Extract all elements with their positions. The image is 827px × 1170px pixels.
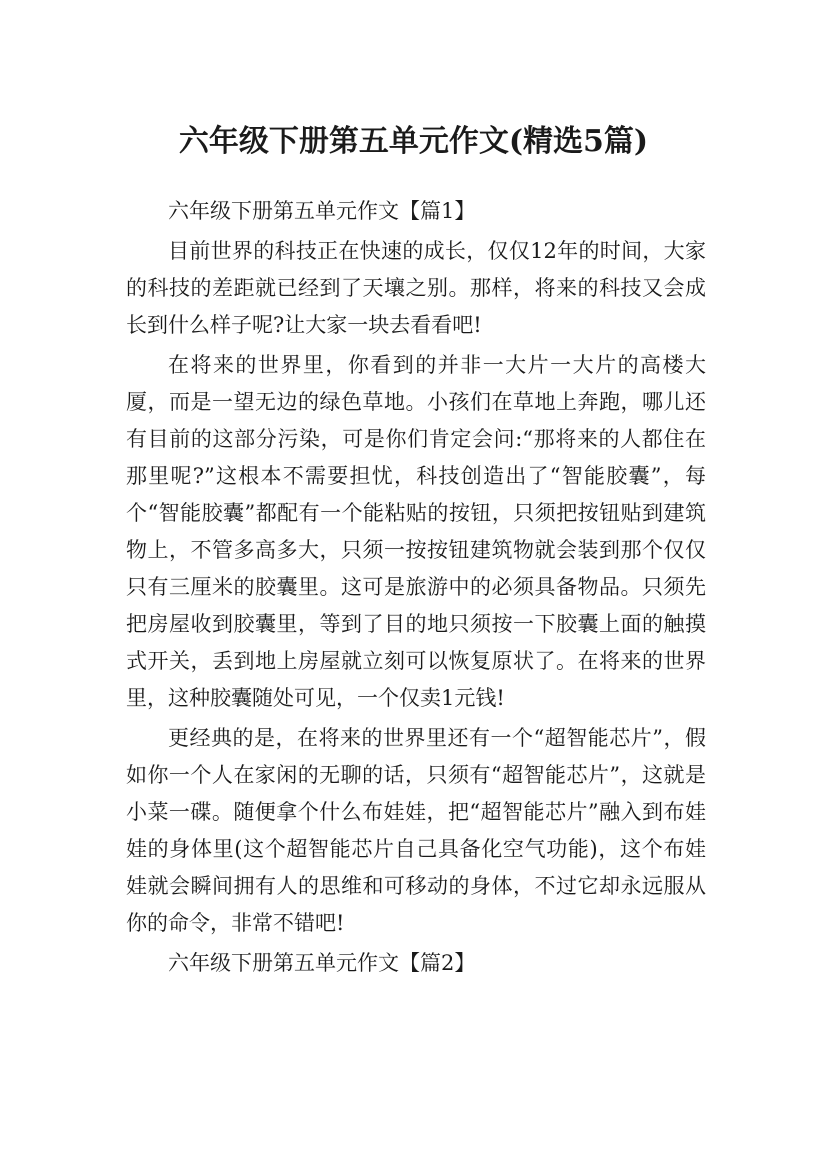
section-heading-2: 六年级下册第五单元作文【篇2】 (168, 951, 476, 975)
paragraph-2: 在将来的世界里，你看到的并非一大片一大片的高楼大厦，而是一望无边的绿色草地。小孩们在草地上奔跑，哪儿还有目前的这部分污染，可是你们肯定会问:“那将来的人都住在那里呢?”这根本不需要担忧，科技创造出了“智能胶囊”，每个“智能胶囊”都配有一个能粘贴的按钮，只须把按钮贴到建筑物上，不管多高多大，只须一按按钮建筑物就会装到那个仅仅只有三厘米的胶囊里。这可是旅游中的必须具备物品。只须先把房屋收到胶囊里，等到了目的地只须按一下胶囊上面的触摸式开关，丢到地上房屋就立刻可以恢复原状了。在将来的世界里，这种胶囊随处可见，一个仅卖1元钱! (126, 353, 706, 710)
document-title: 六年级下册第五单元作文(精选5篇) (178, 124, 649, 160)
section-heading-1: 六年级下册第五单元作文【篇1】 (168, 199, 476, 223)
paragraph-3: 更经典的是，在将来的世界里还有一个“超智能芯片”，假如你一个人在家闲的无聊的话，只须有“超智能芯片”，这就是小菜一碟。随便拿个什么布娃娃，把“超智能芯片”融入到布娃娃的身体里(这个超智能芯片自己具备化空气功能)，这个布娃娃就会瞬间拥有人的思维和可移动的身体，不过它却永远服从你的命令，非常不错吧! (126, 726, 706, 935)
document-body (126, 193, 706, 982)
paragraph-1: 目前世界的科技正在快速的成长，仅仅12年的时间，大家的科技的差距就已经到了天壤之别。那样，将来的科技又会成长到什么样子呢?让大家一块去看看吧! (126, 239, 706, 337)
